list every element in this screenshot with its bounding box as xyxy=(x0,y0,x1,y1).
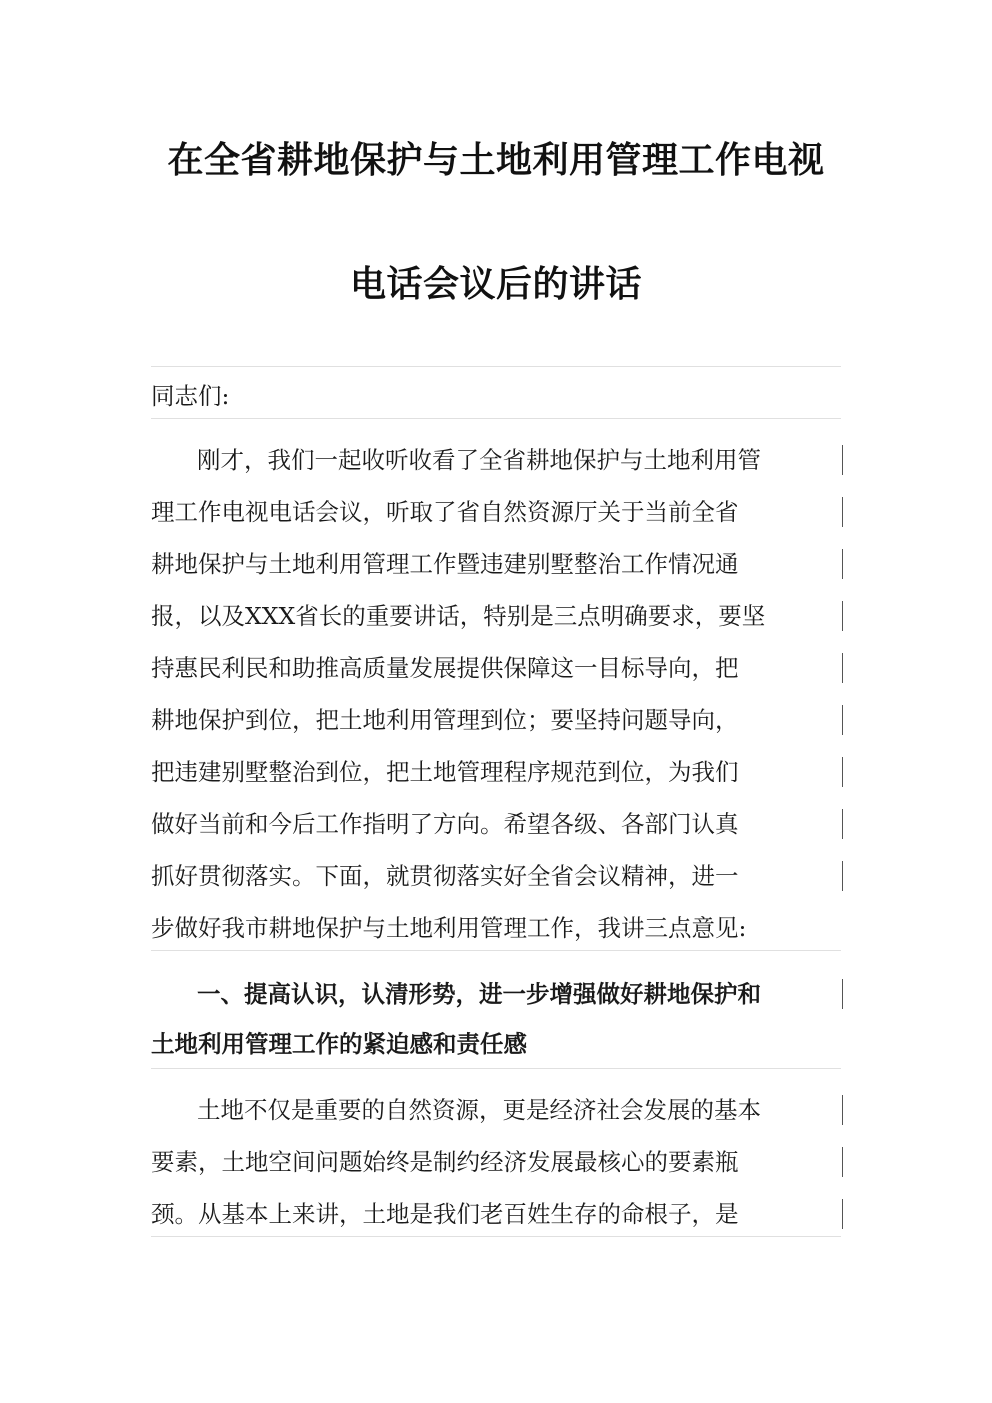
right-margin-mark xyxy=(842,809,843,839)
heading-line: 一、提高认识，认清形势，进一步增强做好耕地保护和 xyxy=(197,980,761,1008)
right-margin-mark xyxy=(842,601,843,631)
divider xyxy=(151,950,841,951)
divider xyxy=(151,1236,841,1237)
paragraph-line: 耕地保护与土地利用管理工作暨违建别墅整治工作情况通 xyxy=(151,550,739,578)
title-line-2: 电话会议后的讲话 xyxy=(349,264,642,305)
paragraph-line: 持惠民利民和助推高质量发展提供保障这一目标导向，把 xyxy=(151,654,739,682)
paragraph-line: 报，以及XXX省长的重要讲话，特别是三点明确要求，要坚 xyxy=(151,602,766,630)
right-margin-mark xyxy=(842,757,843,787)
paragraph-line: 把违建别墅整治到位，把土地管理程序规范到位，为我们 xyxy=(151,758,739,786)
right-margin-mark xyxy=(842,497,843,527)
right-margin-mark xyxy=(842,705,843,735)
right-margin-mark xyxy=(842,445,843,475)
right-margin-mark xyxy=(842,549,843,579)
salutation: 同志们: xyxy=(151,382,230,410)
paragraph-line: 土地不仅是重要的自然资源，更是经济社会发展的基本 xyxy=(197,1096,761,1124)
paragraph-line: 抓好贯彻落实。下面，就贯彻落实好全省会议精神，进一 xyxy=(151,862,739,890)
right-margin-mark xyxy=(842,653,843,683)
paragraph-line: 要素，土地空间问题始终是制约经济发展最核心的要素瓶 xyxy=(151,1148,739,1176)
divider xyxy=(151,1068,841,1069)
paragraph-line: 刚才，我们一起收听收看了全省耕地保护与土地利用管 xyxy=(197,446,761,474)
paragraph-line: 理工作电视电话会议，听取了省自然资源厅关于当前全省 xyxy=(151,498,739,526)
paragraph-line: 耕地保护到位，把土地利用管理到位；要坚持问题导向， xyxy=(151,706,739,734)
heading-line: 土地利用管理工作的紧迫感和责任感 xyxy=(151,1030,527,1058)
right-margin-mark xyxy=(842,1095,843,1125)
divider xyxy=(151,366,841,367)
paragraph-line: 颈。从基本上来讲，土地是我们老百姓生存的命根子，是 xyxy=(151,1200,739,1228)
right-margin-mark xyxy=(842,1147,843,1177)
paragraph-line: 步做好我市耕地保护与土地利用管理工作，我讲三点意见: xyxy=(151,914,747,942)
paragraph-line: 做好当前和今后工作指明了方向。希望各级、各部门认真 xyxy=(151,810,739,838)
right-margin-mark xyxy=(842,1199,843,1229)
title-line-1: 在全省耕地保护与土地利用管理工作电视 xyxy=(167,140,825,181)
divider xyxy=(151,418,841,419)
right-margin-mark xyxy=(842,861,843,891)
right-margin-mark xyxy=(842,979,843,1009)
